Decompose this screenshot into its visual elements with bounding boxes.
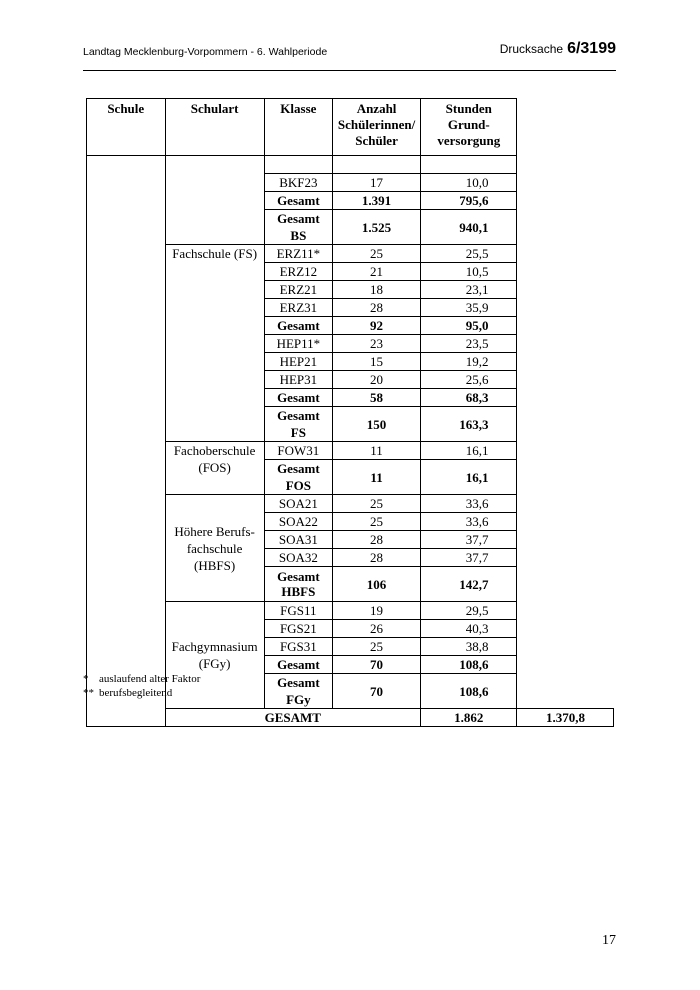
table-header-row	[87, 99, 614, 156]
klasse-cell: SOA21	[264, 495, 332, 513]
table-total-row	[87, 709, 614, 727]
anzahl-cell: 25	[333, 495, 421, 513]
anzahl-cell: 28	[333, 299, 421, 317]
anzahl-cell: 17	[333, 174, 421, 192]
page-header	[83, 40, 616, 71]
stunden-cell: 23,1	[421, 281, 517, 299]
schulart-fos: Fachoberschule (FOS)	[165, 442, 264, 495]
schulart-cell-bs	[165, 156, 264, 245]
klasse-cell: Gesamt BS	[264, 210, 332, 245]
anzahl-cell: 70	[333, 656, 421, 674]
klasse-cell: HEP21	[264, 353, 332, 371]
table-row	[87, 442, 614, 460]
stunden-cell: 37,7	[421, 549, 517, 567]
stunden-cell: 108,6	[421, 674, 517, 709]
col-header-stunden: Stunden Grund-versorgung	[421, 99, 517, 156]
table-row	[87, 245, 614, 263]
stunden-cell: 10,5	[421, 263, 517, 281]
table-row	[87, 602, 614, 620]
stunden-cell: 108,6	[421, 656, 517, 674]
klasse-cell: Gesamt	[264, 317, 332, 335]
stunden-cell: 16,1	[421, 460, 517, 495]
stunden-cell: 142,7	[421, 567, 517, 602]
schulart-hbfs: Höhere Berufs-fachschule (HBFS)	[165, 495, 264, 602]
klasse-cell: ERZ11*	[264, 245, 332, 263]
stunden-cell: 25,6	[421, 371, 517, 389]
klasse-cell: Gesamt FOS	[264, 460, 332, 495]
klasse-cell: Gesamt	[264, 192, 332, 210]
anzahl-cell: 19	[333, 602, 421, 620]
anzahl-cell: 21	[333, 263, 421, 281]
col-header-klasse: Klasse	[264, 99, 332, 156]
anzahl-cell: 26	[333, 620, 421, 638]
anzahl-cell: 106	[333, 567, 421, 602]
anzahl-cell: 20	[333, 371, 421, 389]
page-number: 17	[602, 933, 616, 948]
klasse-cell: Gesamt FS	[264, 407, 332, 442]
stunden-cell: 795,6	[421, 192, 517, 210]
anzahl-cell: 28	[333, 531, 421, 549]
anzahl-cell: 25	[333, 638, 421, 656]
stunden-cell: 23,5	[421, 335, 517, 353]
klasse-cell: FGS21	[264, 620, 332, 638]
total-anzahl: 1.862	[421, 709, 517, 727]
table-row	[87, 495, 614, 513]
stunden-cell: 19,2	[421, 353, 517, 371]
stunden-cell: 37,7	[421, 531, 517, 549]
anzahl-cell: 15	[333, 353, 421, 371]
klasse-cell: ERZ21	[264, 281, 332, 299]
col-header-schule: Schule	[87, 99, 166, 156]
anzahl-cell: 92	[333, 317, 421, 335]
klasse-cell: FGS31	[264, 638, 332, 656]
klasse-cell: FOW31	[264, 442, 332, 460]
stunden-cell: 33,6	[421, 513, 517, 531]
stunden-cell: 10,0	[421, 174, 517, 192]
klasse-cell: SOA22	[264, 513, 332, 531]
col-header-schulart: Schulart	[165, 99, 264, 156]
footnotes	[83, 672, 200, 700]
stunden-cell: 16,1	[421, 442, 517, 460]
header-parliament: Landtag Mecklenburg-Vorpommern - 6. Wahlperiode	[83, 46, 328, 58]
table-spacer-row	[87, 156, 614, 174]
header-drucksache-number: 6/3199	[567, 40, 616, 57]
header-document-number	[500, 40, 616, 58]
anzahl-cell: 150	[333, 407, 421, 442]
header-drucksache-label: Drucksache	[499, 42, 564, 56]
klasse-cell: Gesamt	[264, 656, 332, 674]
footnote: ** berufsbegleitend	[83, 687, 173, 699]
stunden-cell: 33,6	[421, 495, 517, 513]
stunden-cell: 95,0	[421, 317, 517, 335]
anzahl-cell: 11	[333, 442, 421, 460]
stunden-cell: 68,3	[421, 389, 517, 407]
klasse-cell: SOA32	[264, 549, 332, 567]
klasse-cell: ERZ31	[264, 299, 332, 317]
stunden-cell: 35,9	[421, 299, 517, 317]
anzahl-cell: 25	[333, 513, 421, 531]
anzahl-cell: 70	[333, 674, 421, 709]
schulart-fs: Fachschule (FS)	[165, 245, 264, 442]
klasse-cell: HEP31	[264, 371, 332, 389]
anzahl-cell: 1.391	[333, 192, 421, 210]
anzahl-cell: 23	[333, 335, 421, 353]
schools-table	[86, 98, 614, 727]
stunden-cell: 38,8	[421, 638, 517, 656]
klasse-cell: Gesamt HBFS	[264, 567, 332, 602]
total-label: GESAMT	[165, 709, 421, 727]
footnote: * auslaufend alter Faktor	[83, 673, 201, 685]
anzahl-cell: 1.525	[333, 210, 421, 245]
klasse-cell: HEP11*	[264, 335, 332, 353]
anzahl-cell: 18	[333, 281, 421, 299]
stunden-cell: 40,3	[421, 620, 517, 638]
schule-cell	[87, 156, 166, 727]
stunden-cell: 29,5	[421, 602, 517, 620]
anzahl-cell: 58	[333, 389, 421, 407]
stunden-cell: 25,5	[421, 245, 517, 263]
klasse-cell: FGS11	[264, 602, 332, 620]
klasse-cell: BKF23	[264, 174, 332, 192]
anzahl-cell: 25	[333, 245, 421, 263]
anzahl-cell: 28	[333, 549, 421, 567]
klasse-cell: Gesamt FGy	[264, 674, 332, 709]
schulart-fgy: Fachgymnasium (FGy)	[165, 602, 264, 709]
anzahl-cell: 11	[333, 460, 421, 495]
stunden-cell: 940,1	[421, 210, 517, 245]
klasse-cell: ERZ12	[264, 263, 332, 281]
total-stunden: 1.370,8	[517, 709, 614, 727]
stunden-cell: 163,3	[421, 407, 517, 442]
klasse-cell: Gesamt	[264, 389, 332, 407]
klasse-cell: SOA31	[264, 531, 332, 549]
col-header-anzahl: Anzahl Schülerinnen/ Schüler	[333, 99, 421, 156]
